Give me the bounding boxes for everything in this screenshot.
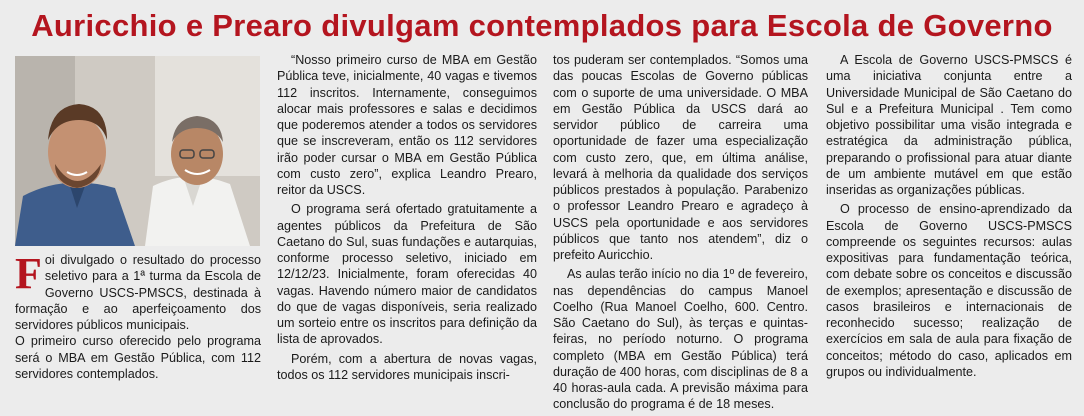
column-3 <box>826 52 1072 383</box>
paragraph: O programa será ofertado gratuitamente a agentes públicos da Prefeitura de São Caetano do Sul, suas fundações e autarquias, conforme processo seletivo, iniciado em 12/12/23. Inicialmente, foram oferecidas 40 vagas. Havendo número maior de candidatos do que de vagas disponíveis, seria realizado um sorteio entre os inscritos para definição da lista de aprovados. <box>277 202 537 347</box>
column-1 <box>277 52 537 386</box>
paragraph: tos puderam ser contemplados. “Somos uma das poucas Escolas de Governo públicas com o suporte de uma universidade. O MBA em Gestão Pública da USCS dará ao servidor público de carreira uma oportunidade de fazer uma especialização com custo zero, que, em última análise, levará à melhoria da qualidade dos serviços públicos prestados à população. Parabenizo o professor Leandro Prearo e agradeço à USCS pela oportunidade e aos servidores públicos que tanto nos atendem”, diz o prefeito Auricchio. <box>553 53 808 262</box>
paragraph: “Nosso primeiro curso de MBA em Gestão Pública teve, inicialmente, 40 vagas e tivemos 112 inscritos. Internamente, conseguimos alocar mais professores e salas e decidimos que poderemos atender a todos os servidores que se inscreveram, então os 112 servidores irão poder cursar o MBA em Gestão Pública com custo zero”, explica Leandro Prearo, reitor da USCS. <box>277 53 537 197</box>
photo-two-men-illustration <box>15 56 260 246</box>
paragraph: As aulas terão início no dia 1º de fevereiro, nas dependências do campus Manoel Coelho (Rua Manoel Coelho, 600. Centro. São Caetano do Sul), às terças e quintas-feiras, no período noturno. O programa completo (MBA em Gestão Pública) terá duração de 400 horas, com disciplinas de 8 a 40 horas-aula cada. A previsão máxima para conclusão do programa é de 18 meses. <box>553 267 808 412</box>
paragraph: Porém, com a abertura de novas vagas, todos os 112 servidores municipais inscri- <box>277 351 537 382</box>
lead-column <box>15 249 261 382</box>
column-2 <box>553 52 808 416</box>
paragraph: A Escola de Governo USCS-PMSCS é uma iniciativa conjunta entre a Universidade Municipal de São Caetano do Sul e a Prefeitura Municipal . Tem como objetivo possibilitar uma visão integrada e estratégica da administração pública, preparando o profissional para atuar diante de um ambiente mutável em que estão inseridas as organizações públicas. <box>826 53 1072 197</box>
headline: Auricchio e Prearo divulgam contemplados para Escola de Governo <box>31 8 1053 43</box>
article-photo <box>15 56 260 246</box>
paragraph: O processo de ensino-aprendizado da Escola de Governo USCS-PMSCS compreende os seguintes recursos: aulas expositivas para fundamentação teórica, com debate sobre os conceitos e discussão de exemplos; apresentação e discussão de casos brasileiros e internacionais de reconhecido sucesso; realização de exercícios em sala de aula para fixação de conceitos; método do caso, aplicados em grupos ou individualmente. <box>826 202 1072 379</box>
lead-paragraph: O primeiro curso oferecido pelo programa será o MBA em Gestão Pública, com 112 servidores contemplados. <box>15 334 261 381</box>
lead-paragraph: oi divulgado o resultado do processo seletivo para a 1ª turma da Escola de Governo USCS-PMSCS, destinada à formação e ao aperfeiçoamento dos servidores públicos municipais. <box>15 253 261 332</box>
drop-cap: F <box>15 249 42 298</box>
